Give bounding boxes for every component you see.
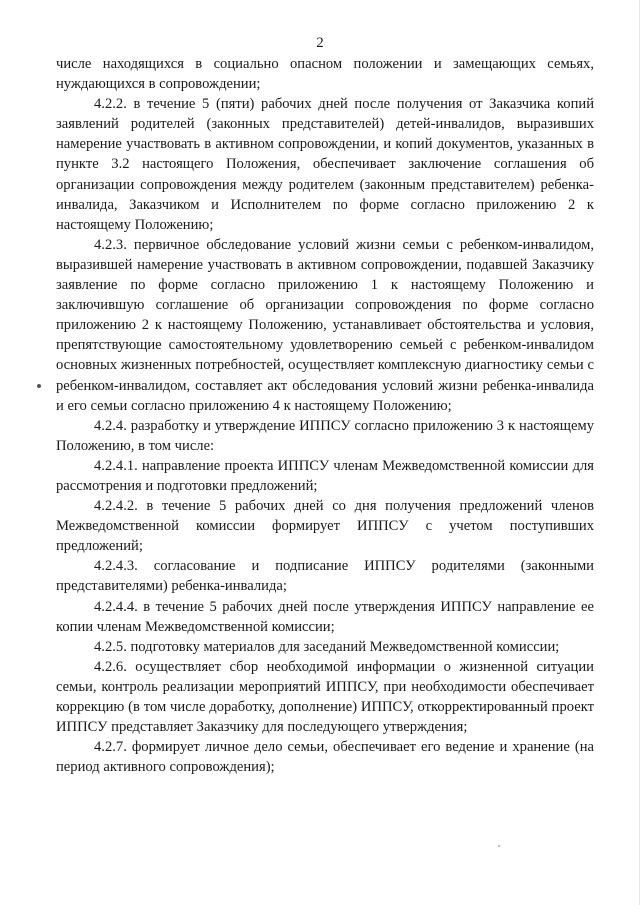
paragraph-4-2-4-3: 4.2.4.3. согласование и подписание ИППСУ родителями (законными представителями) ребенка-инвалида;: [56, 558, 594, 595]
paragraph-4-2-5: 4.2.5. подготовку материалов для заседаний Межведомственной комиссии;: [94, 638, 560, 655]
paragraph-4-2-4-4: 4.2.4.4. в течение 5 рабочих дней после утверждения ИППСУ направление ее копии членам Межведомственной комиссии;: [56, 598, 594, 635]
paragraph-continuation: числе находящихся в социально опасном положении и замещающих семьях, нуждающихся в сопровождении;: [56, 56, 594, 93]
paragraph-4-2-4: 4.2.4. разработку и утверждение ИППСУ согласно приложению 3 к настоящему Положению, в том числе:: [56, 417, 594, 454]
scan-dot-mark: [37, 384, 41, 388]
paragraph-4-2-4-2: 4.2.4.2. в течение 5 рабочих дней со дня получения предложений членов Межведомственной комиссии формирует ИППСУ с учетом поступивших предложений;: [56, 498, 594, 555]
paragraph-4-2-6: 4.2.6. осуществляет сбор необходимой информации о жизненной ситуации семьи, контроль реализации мероприятий ИППСУ, при необходимости обеспечивает коррекцию (в том числе доработку, дополнение) ИППСУ, откорректированный проект ИППСУ представляет Заказчику для последующего утверждения;: [56, 658, 594, 736]
paragraph-4-2-4-1: 4.2.4.1. направление проекта ИППСУ членам Межведомственной комиссии для рассмотрения и подготовки предложений;: [56, 457, 594, 494]
paragraph-4-2-2: 4.2.2. в течение 5 (пяти) рабочих дней после получения от Заказчика копий заявлений родителей (законных представителей) детей-инвалидов, выразивших намерение участвовать в активном сопровождении, и копий документов, указанных в пункте 3.2 настоящего Положения, обеспечивает заключение соглашения об организации сопровождения между родителем (законным представителем) ребенка-инвалида, Заказчиком и Исполнителем по форме согласно приложению 2 к настоящему Положению;: [56, 96, 594, 233]
paragraph-4-2-3: 4.2.3. первичное обследование условий жизни семьи с ребенком-инвалидом, выразившей намерение участвовать в активном сопровождении, подавшей Заказчику заявление по форме согласно приложению 1 к настоящему Положению и заключившую соглашение об организации сопровождения по форме согласно приложению 2 к настоящему Положению, устанавливает обстоятельства и условия, препятствующие самостоятельному удовлетворению семьей с ребенком-инвалидом основных жизненных потребностей, осуществляет комплексную диагностику семьи с ребенком-инвалидом, составляет акт обследования условий жизни ребенка-инвалида и его семьи согласно приложению 4 к настоящему Положению;: [56, 236, 594, 414]
page-number: 2: [316, 35, 324, 51]
paragraph-4-2-7: 4.2.7. формирует личное дело семьи, обеспечивает его ведение и хранение (на период активного сопровождения);: [56, 739, 594, 776]
document-body: [56, 54, 594, 777]
scan-speck-mark: [498, 845, 500, 847]
